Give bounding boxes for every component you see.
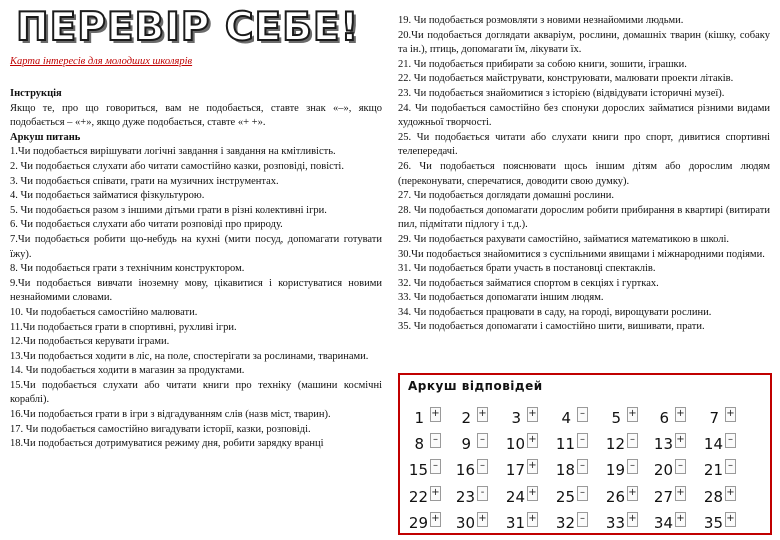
answer-mark-box[interactable]: – [627,459,638,474]
answer-mark-box[interactable]: + [675,433,686,448]
question-item: 32. Чи подобається займатися спортом в секціях і гуртках. [398,277,659,289]
answer-mark-box[interactable]: – [477,459,488,474]
answer-mark-box[interactable]: – [577,433,588,448]
answer-mark-box[interactable]: – [577,486,588,501]
answer-mark-box[interactable]: + [477,512,488,527]
answer-mark-box[interactable]: + [627,512,638,527]
question-number: 21 [703,461,723,479]
question-item: 28. Чи подобається допомагати дорослим робити прибирання в квартирі (витирати пил, підмітати підлогу і т.д.). [398,204,770,231]
question-item: 19. Чи подобається розмовляти з новими незнайомими людьми. [398,15,684,26]
page-title: ПЕРЕВІР СЕБЕ! [16,5,360,50]
question-number: 35 [703,514,723,532]
questions-heading: Аркуш питань [10,131,81,143]
answer-mark-box[interactable]: – [675,459,686,474]
question-item: 13.Чи подобається ходити в ліс, на поле, спостерігати за рослинами, тваринами. [10,350,369,362]
question-item: 22. Чи подобається майструвати, конструювати, малювати проекти літаків. [398,73,734,85]
answer-mark-box[interactable]: + [527,459,538,474]
question-number: 11 [555,435,575,453]
question-item: 2. Чи подобається слухати або читати самостійно казки, розповіді, повісті. [10,160,344,172]
left-column [10,6,382,452]
question-item: 23. Чи подобається знайомитися з історією (відвідувати історичні музеї). [398,87,725,99]
answer-mark-box[interactable]: – [430,459,441,474]
question-item: 15.Чи подобається слухати або читати книги про техніку (машини космічні кораблі). [10,379,382,406]
question-item: 8. Чи подобається грати з технічним конструктором. [10,263,245,275]
question-item: 25. Чи подобається читати або слухати книги про спорт, дивитися спортивні телепередачі. [398,131,770,158]
answer-mark-box[interactable]: – [725,433,736,448]
answer-mark-box[interactable]: + [627,407,638,422]
question-item: 7.Чи подобається робити що-небудь на кухні (мити посуд, допомагати готувати їжу). [10,233,382,260]
answer-sheet-title: Аркуш відповідей [408,379,543,393]
answer-mark-box[interactable]: – [477,433,488,448]
question-item: 34. Чи подобається працювати в саду, на городі, вирощувати рослини. [398,306,712,318]
answer-mark-box[interactable]: + [430,486,441,501]
answer-mark-box[interactable]: + [527,433,538,448]
question-number: 2 [461,409,471,427]
answer-mark-box[interactable]: + [430,512,441,527]
answer-mark-box[interactable]: + [725,486,736,501]
answer-mark-box[interactable]: + [477,407,488,422]
question-number: 19 [605,461,625,479]
question-number: 32 [555,514,575,532]
answer-mark-box[interactable]: + [430,407,441,422]
question-number: 29 [408,514,428,532]
answer-sheet [398,373,772,535]
answer-mark-box[interactable]: + [675,486,686,501]
question-item: 26. Чи подобається пояснювати щось іншим дітям або дорослим людям (переконувати, сперечатися, доводити свою думку). [398,160,770,187]
question-number: 34 [653,514,673,532]
question-number: 16 [455,461,475,479]
question-number: 23 [455,488,475,506]
answer-mark-box[interactable]: – [725,459,736,474]
answer-mark-box[interactable]: – [577,459,588,474]
question-item: 30.Чи подобається знайомитися з суспільними явищами і міжнародними подіями. [398,248,765,260]
question-number: 28 [703,488,723,506]
instructions-block [10,87,382,452]
question-number: 18 [555,461,575,479]
question-number: 27 [653,488,673,506]
question-number: 8 [414,435,424,453]
question-number: 31 [505,514,525,532]
question-item: 14. Чи подобається ходити в магазин за продуктами. [10,365,245,377]
question-number: 24 [505,488,525,506]
instruction-text: Якщо те, про що говориться, вам не подобається, ставте знак «–», якщо подобається – «+», якщо дуже подобається, ставте «+ +». [10,102,382,129]
question-item: 6. Чи подобається слухати або читати розповіді про природу. [10,219,283,231]
question-number: 14 [703,435,723,453]
question-list-left [10,145,382,451]
question-item: 35. Чи подобається допомагати і самостійно шити, вишивати, прати. [398,321,705,333]
question-item: 17. Чи подобається самостійно вигадувати історії, казки, розповіді. [10,423,311,435]
question-number: 6 [659,409,669,427]
question-item: 18.Чи подобається дотримуватися режиму дня, робити зарядку вранці [10,438,324,450]
answer-mark-box[interactable]: – [577,512,588,527]
question-number: 1 [414,409,424,427]
question-item: 21. Чи подобається прибирати за собою книги, зошити, іграшки. [398,58,687,70]
question-item: 24. Чи подобається самостійно без спонуки дорослих займатися різними видами художньої творчості. [398,102,770,129]
question-number: 13 [653,435,673,453]
question-item: 12.Чи подобається керувати іграми. [10,336,170,348]
question-number: 3 [511,409,521,427]
question-item: 31. Чи подобається брати участь в постановці спектаклів. [398,263,656,275]
question-number: 33 [605,514,625,532]
instruction-heading: Інструкція [10,88,62,99]
answer-mark-box[interactable]: – [627,433,638,448]
answer-mark-box[interactable]: + [725,512,736,527]
answer-mark-box[interactable]: + [527,407,538,422]
question-item: 27. Чи подобається доглядати домашні рослини. [398,190,614,202]
answer-mark-box[interactable]: – [577,407,588,422]
answer-mark-box[interactable]: + [527,486,538,501]
question-number: 17 [505,461,525,479]
answer-mark-box[interactable]: + [527,512,538,527]
question-number: 5 [611,409,621,427]
answer-mark-box[interactable]: – [430,433,441,448]
question-number: 22 [408,488,428,506]
question-item: 29. Чи подобається рахувати самостійно, займатися математикою в школі. [398,233,730,245]
question-item: 1.Чи подобається вирішувати логічні завдання і завдання на кмітливість. [10,146,336,158]
question-item: 3. Чи подобається співати, грати на музичних інструментах. [10,175,279,187]
question-number: 12 [605,435,625,453]
question-number: 30 [455,514,475,532]
answer-mark-box[interactable]: + [675,512,686,527]
subtitle-link[interactable]: Карта інтересів для молодших школярів [10,56,193,67]
answer-mark-box[interactable]: - [477,486,488,501]
question-item: 9.Чи подобається вивчати іноземну мову, цікавитися і користуватися новими незнайомими словами. [10,277,382,304]
answer-mark-box[interactable]: + [675,407,686,422]
question-number: 7 [709,409,719,427]
question-item: 5. Чи подобається разом з іншими дітьми грати в різні колективні ігри. [10,204,327,216]
question-number: 20 [653,461,673,479]
question-number: 15 [408,461,428,479]
answer-mark-box[interactable]: + [725,407,736,422]
answer-mark-box[interactable]: + [627,486,638,501]
question-item: 4. Чи подобається займатися фізкультурою. [10,190,205,202]
question-item: 16.Чи подобається грати в ігри з відгадуванням слів (назв міст, тварин). [10,409,331,421]
question-number: 4 [561,409,571,427]
question-list-right [398,14,770,335]
question-number: 26 [605,488,625,506]
question-item: 33. Чи подобається допомагати іншим людям. [398,292,604,304]
question-item: 11.Чи подобається грати в спортивні, рухливі ігри. [10,321,237,333]
question-number: 25 [555,488,575,506]
question-item: 20.Чи подобається доглядати акваріум, рослини, домашніх тварин (кішку, собаку та ін.), птиць, допомагати їм, лікувати їх. [398,29,770,56]
question-number: 10 [505,435,525,453]
question-number: 9 [461,435,471,453]
question-item: 10. Чи подобається самостійно малювати. [10,306,198,318]
